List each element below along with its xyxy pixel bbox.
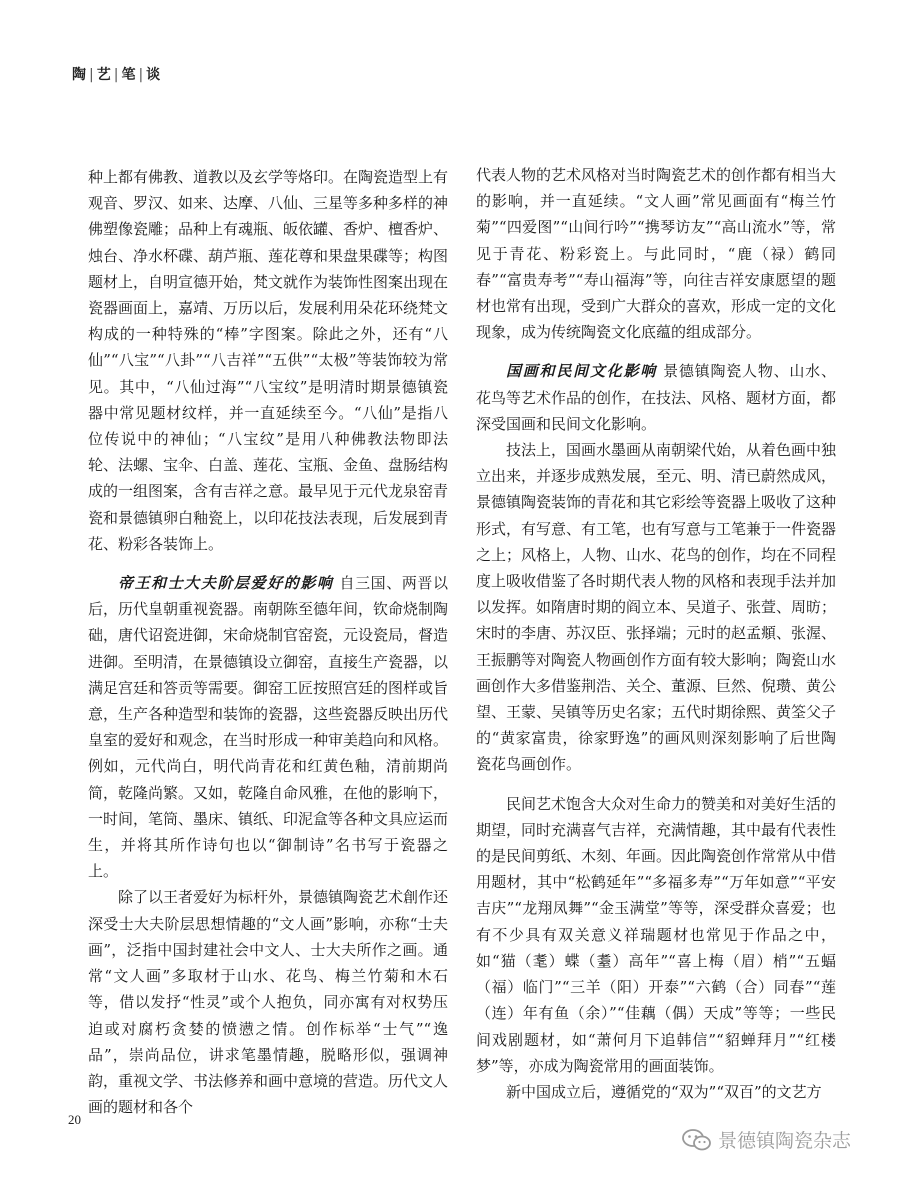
- wechat-icon: [682, 1128, 712, 1152]
- header-char: 艺: [96, 67, 112, 83]
- header-char: 谈: [146, 67, 162, 83]
- header-char: 陶: [72, 67, 87, 83]
- watermark-text: 景德镇陶瓷杂志: [718, 1130, 852, 1152]
- section-heading: 国画和民间文化影响: [506, 362, 658, 381]
- header-separator: |: [138, 67, 145, 83]
- paragraph: 种上都有佛教、道教以及玄学等烙印。在陶瓷造型上有观音、罗汉、如来、达摩、八仙、三星等多种多样的神佛塑像瓷雕；品种上有魂瓶、皈依罐、香炉、檀香炉、烛台、净水杯碟、葫芦瓶、莲花尊和果盘果碟等；构图题材上，自明宣德开始，梵文就作为装饰性图案出现在瓷器画面上，嘉靖、万历以后，发展利用朵花环绕梵文构成的一种特殊的“棒”字图案。除此之外，还有“八仙”“八宝”“八卦”“八吉祥”“五供”“太极”等装饰较为常见。其中，“八仙过海”“八宝纹”是明清时期景德镇瓷器中常见题材纹样，并一直延续至今。“八仙”是指八位传说中的神仙；“八宝纹”是用八种佛教法物即法轮、法螺、宝伞、白盖、莲花、宝瓶、金鱼、盘肠结构成的一组图案，含有吉祥之意。最早见于元代龙泉窑青瓷和景德镇卵白釉瓷上，以印花技法表现，后发展到青花、粉彩各装饰上。: [88, 168, 449, 553]
- paragraph: 代表人物的艺术风格对当时陶瓷艺术的创作都有相当大的影响，并一直延续。“文人画”常见画面有“梅兰竹菊”“四爱图”“山间行吟”“携琴访友”“高山流水”等，常见于青花、粉彩瓷上。与此同时，“鹿（禄）鹤同春”“富贵寿考”“寿山福海”等，向往吉祥安康愿望的题材也常有出现，受到广大群众的喜欢，形成一定的文化现象，成为传统陶瓷文化底蕴的组成部分。: [476, 166, 837, 342]
- right-column: [476, 162, 836, 1105]
- paragraph: [476, 358, 836, 437]
- left-column: [88, 164, 448, 1120]
- paragraph-text: 景德镇陶瓷人物、山水、花鸟等艺术作品的创作，在技法、风格、题材方面，都深受国画和民间文化影响。: [476, 362, 837, 433]
- paragraph: [88, 570, 448, 884]
- section-header: [72, 64, 161, 84]
- header-separator: |: [113, 67, 120, 83]
- header-char: 笔: [121, 67, 137, 83]
- page-number: 20: [68, 1112, 81, 1127]
- paragraph: 除了以王者爱好为标杆外，景德镇陶瓷艺术創作还深受士大夫阶层思想情趣的“文人画”影响，亦称“士夫画”，泛指中国封建社会中文人、士大夫所作之画。通常“文人画”多取材于山水、花鸟、梅兰竹菊和木石等，借以发抒“性灵”或个人抱负，同亦寓有对权势压迫或对腐朽贪婪的愤懑之情。创作标举“士气”“逸品”，崇尚品位，讲求笔墨情趣，脱略形似，强调神韵，重视文学、书法修养和画中意境的营造。历代文人画的题材和各个: [88, 888, 449, 1117]
- paragraph-text: 自三国、两晋以后，历代皇朝重视瓷器。南朝陈至德年间，钦命烧制陶础，唐代诏瓷进御，宋命烧制官窑瓷，元设瓷局，督造进御。至明清，在景德镇设立御窑，直接生产瓷器，以满足宫廷和答贡等需要。御窑工匠按照宫廷的图样或旨意，生产各种造型和装饰的瓷器，这些瓷器反映出历代皇室的爱好和观念，在当时形成一种审美趋向和风格。例如，元代尚白，明代尚青花和红黄色釉，清前期尚简，乾隆尚繁。又如，乾隆自命风雅，在他的影响下，一时间，笔筒、墨床、镇纸、印泥盒等各种文具应运而生，并将其所作诗句也以“御制诗”名书写于瓷器之上。: [88, 574, 449, 881]
- header-separator: |: [89, 67, 95, 83]
- watermark: [682, 1126, 851, 1153]
- paragraph: 民间艺术饱含大众对生命力的赞美和对美好生活的期望，同时充满喜气吉祥，充满情趣，其中最有代表性的是民间剪纸、木刻、年画。因此陶瓷创作常常从中借用题材，其中“松鹤延年”“多福多寿”“万年如意”“平安吉庆”“龙翔凤舞”“金玉满堂”等等，深受群众喜爱；也有不少具有双关意义祥瑞题材也常见于作品之中，如“猫（耄）蝶（耋）高年”“喜上梅（眉）梢”“五蝠（福）临门”“三羊（阳）开泰”“六鹤（合）同春”“莲（连）年有鱼（余）”“佳藕（偶）天成”等等；一些民间戏剧题材，如“萧何月下追韩信”“貂蝉拜月”“红楼梦”等，亦成为陶瓷常用的画面装饰。: [476, 794, 837, 1075]
- section-heading: 帝王和士大夫阶层爱好的影响: [118, 574, 334, 593]
- paragraph: 新中国成立后，遵循党的“双为”“双百”的文艺方: [506, 1082, 822, 1101]
- paragraph: 技法上，国画水墨画从南朝梁代始，从着色画中独立出来，并逐步成熟发展，至元、明、清已蔚然成风，景德镇陶瓷装饰的青花和其它彩绘等瓷器上吸收了这种形式，有写意、有工笔，也有写意与工笔兼于一件瓷器之上；风格上，人物、山水、花鸟的创作，均在不同程度上吸收借鉴了各时期代表人物的风格和表现手法并加以发挥。如隋唐时期的阎立本、吴道子、张萱、周昉；宋时的李唐、苏汉臣、张择端；元时的赵孟頫、张渥、王振鹏等对陶瓷人物画创作方面有较大影响；陶瓷山水画创作大多借鉴荆浩、关仝、董源、巨然、倪瓒、黄公望、王蒙、吴镇等历史名家；五代时期徐熙、黄筌父子的“黄家富贵，徐家野逸”的画风则深刻影响了后世陶瓷花鸟画创作。: [476, 441, 837, 774]
